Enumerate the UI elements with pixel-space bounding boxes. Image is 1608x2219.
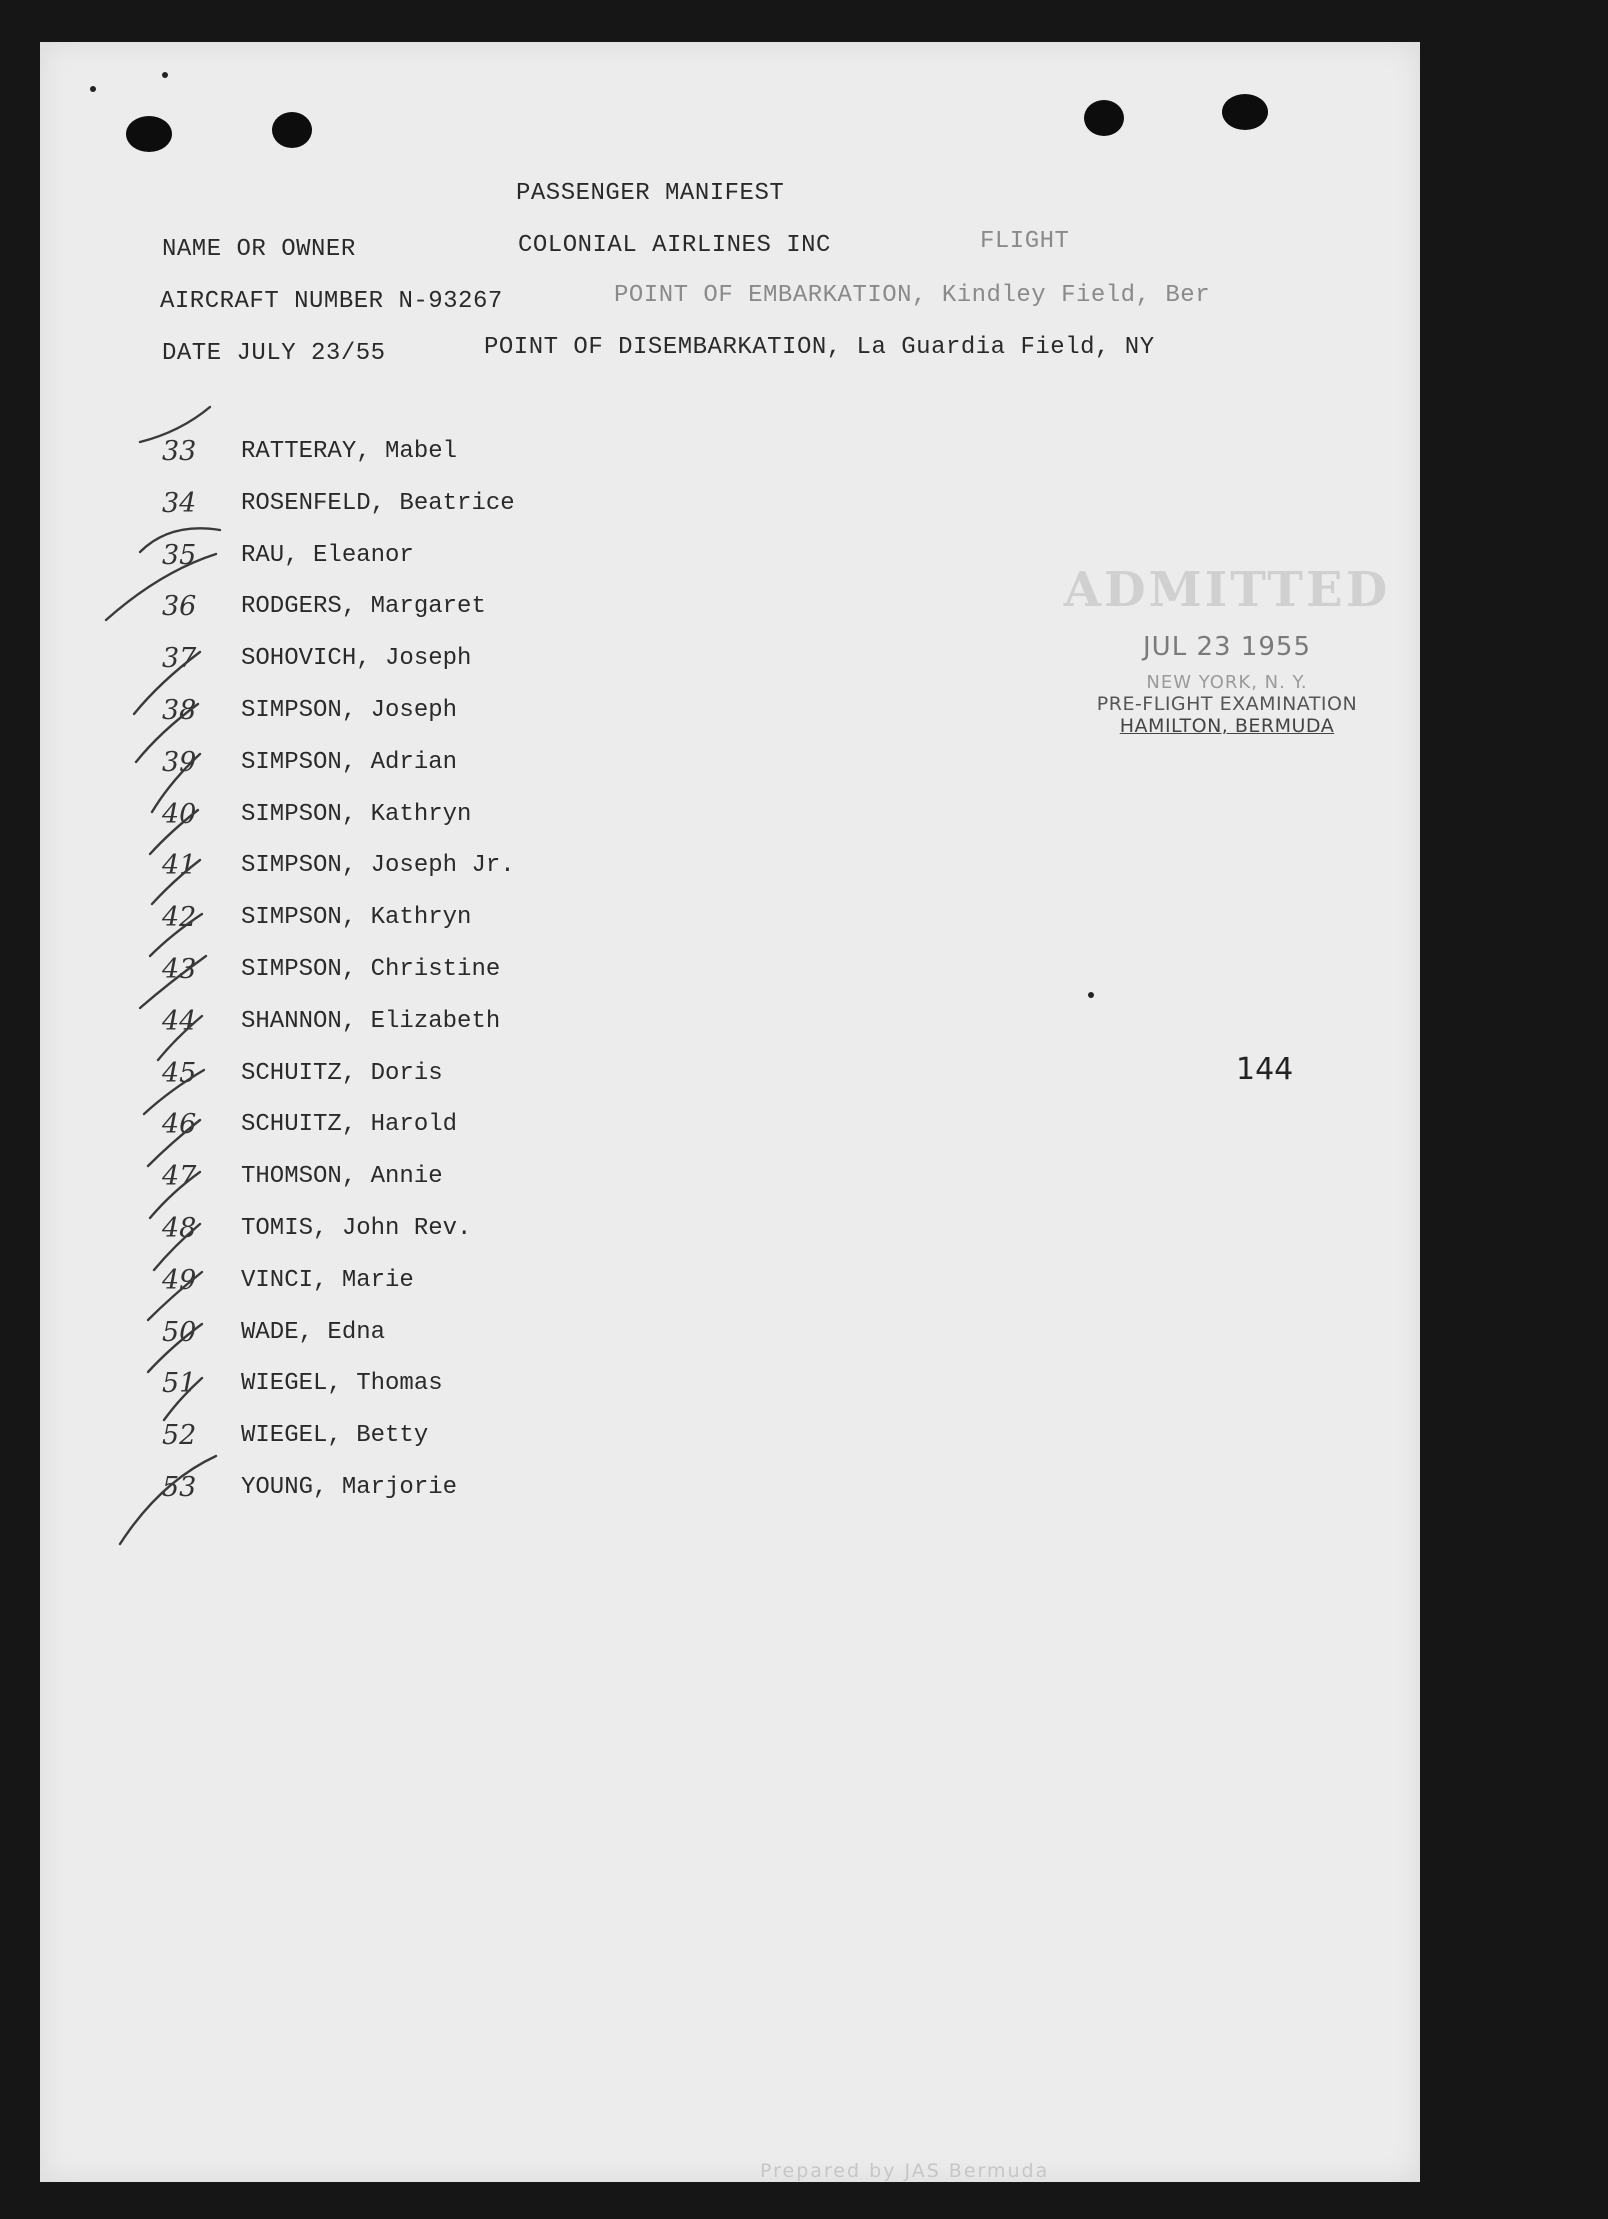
stamp-hamilton: HAMILTON, BERMUDA bbox=[1119, 715, 1335, 737]
passenger-name: RODGERS, Margaret bbox=[241, 593, 486, 621]
passenger-number: 40 bbox=[162, 798, 197, 830]
passenger-name: SIMPSON, Adrian bbox=[241, 748, 458, 776]
passenger-number: 49 bbox=[162, 1264, 197, 1296]
check-mark bbox=[154, 1224, 200, 1270]
passenger-number: 53 bbox=[162, 1472, 197, 1503]
passenger-number: 34 bbox=[162, 487, 197, 519]
passenger-name: WIEGEL, Betty bbox=[241, 1422, 429, 1450]
passenger-number: 38 bbox=[162, 695, 197, 726]
passenger-number: 50 bbox=[162, 1316, 197, 1348]
check-mark bbox=[134, 652, 200, 714]
check-mark bbox=[150, 1172, 200, 1218]
stamp-date: JUL 23 1955 bbox=[1143, 632, 1311, 662]
admitted-stamp bbox=[1062, 562, 1392, 737]
page-number: 144 bbox=[1236, 1052, 1294, 1087]
check-mark bbox=[158, 1016, 202, 1060]
passenger-name: ROSENFELD, Beatrice bbox=[241, 489, 515, 517]
check-mark bbox=[136, 704, 198, 762]
owner-value: COLONIAL AIRLINES INC bbox=[518, 232, 831, 259]
passenger-name: RATTERAY, Mabel bbox=[241, 438, 458, 465]
passenger-number: 37 bbox=[162, 643, 197, 675]
passenger-name: SIMPSON, Kathryn bbox=[241, 904, 472, 932]
check-mark bbox=[148, 1272, 202, 1320]
check-mark bbox=[140, 528, 220, 552]
passenger-name: SCHUITZ, Harold bbox=[241, 1111, 458, 1139]
passenger-number: 47 bbox=[162, 1161, 197, 1193]
check-mark bbox=[152, 860, 200, 904]
passenger-number: 43 bbox=[162, 954, 197, 985]
flight-label: FLIGHT bbox=[980, 228, 1070, 255]
disembarkation-point: POINT OF DISEMBARKATION, La Guardia Field, NY bbox=[484, 334, 1155, 361]
check-mark bbox=[120, 1456, 216, 1544]
passenger-name: WADE, Edna bbox=[241, 1318, 386, 1346]
passenger-name: SCHUITZ, Doris bbox=[241, 1059, 443, 1087]
passenger-number: 52 bbox=[162, 1420, 197, 1452]
owner-label: NAME OR OWNER bbox=[162, 236, 356, 263]
check-mark bbox=[106, 554, 216, 623]
passenger-number: 48 bbox=[162, 1213, 197, 1244]
check-mark bbox=[144, 1070, 204, 1114]
check-mark bbox=[152, 754, 200, 812]
passenger-name: YOUNG, Marjorie bbox=[241, 1474, 458, 1501]
manifest-title: PASSENGER MANIFEST bbox=[516, 180, 785, 207]
manifest-page bbox=[40, 42, 1420, 2182]
passenger-name: SIMPSON, Joseph bbox=[241, 697, 458, 724]
footer-note: Prepared by JAS Bermuda bbox=[760, 2160, 1050, 2182]
stamp-location: NEW YORK, N. Y. bbox=[1146, 672, 1308, 693]
passenger-name: SOHOVICH, Joseph bbox=[241, 645, 472, 673]
check-mark bbox=[150, 810, 198, 854]
passenger-name: RAU, Eleanor bbox=[241, 541, 414, 569]
passenger-number: 39 bbox=[162, 746, 197, 778]
passenger-name: THOMSON, Annie bbox=[241, 1163, 443, 1191]
stamp-admitted: ADMITTED bbox=[1063, 562, 1391, 618]
passenger-name: TOMIS, John Rev. bbox=[241, 1215, 472, 1242]
check-mark bbox=[148, 1120, 200, 1166]
passenger-number: 36 bbox=[162, 591, 197, 623]
check-mark bbox=[164, 1378, 202, 1420]
passenger-number: 42 bbox=[162, 902, 197, 934]
passenger-number: 33 bbox=[162, 436, 197, 467]
passenger-number: 45 bbox=[162, 1057, 197, 1089]
check-mark bbox=[140, 407, 210, 442]
punch-hole bbox=[1222, 94, 1268, 130]
passenger-name: SHANNON, Elizabeth bbox=[241, 1007, 501, 1035]
passenger-name: SIMPSON, Christine bbox=[241, 956, 501, 983]
aircraft-number: AIRCRAFT NUMBER N-93267 bbox=[160, 288, 503, 315]
passenger-number: 41 bbox=[162, 850, 197, 882]
passenger-name: SIMPSON, Joseph Jr. bbox=[241, 852, 515, 880]
passenger-name: VINCI, Marie bbox=[241, 1266, 414, 1294]
check-mark bbox=[140, 956, 206, 1008]
stamp-examination: PRE-FLIGHT EXAMINATION bbox=[1096, 693, 1358, 715]
speck bbox=[1088, 992, 1094, 998]
punch-hole bbox=[1084, 100, 1124, 136]
passenger-name: SIMPSON, Kathryn bbox=[241, 800, 472, 828]
manifest-date: DATE JULY 23/55 bbox=[162, 340, 386, 367]
check-mark bbox=[148, 1324, 202, 1372]
check-mark bbox=[150, 914, 202, 956]
embarkation-point: POINT OF EMBARKATION, Kindley Field, Ber bbox=[614, 282, 1211, 309]
passenger-number: 46 bbox=[162, 1109, 197, 1141]
passenger-number: 51 bbox=[162, 1368, 197, 1400]
passenger-number: 35 bbox=[162, 539, 197, 571]
passenger-name: WIEGEL, Thomas bbox=[241, 1370, 443, 1398]
check-marks bbox=[40, 42, 680, 1562]
passenger-number: 44 bbox=[162, 1005, 197, 1037]
